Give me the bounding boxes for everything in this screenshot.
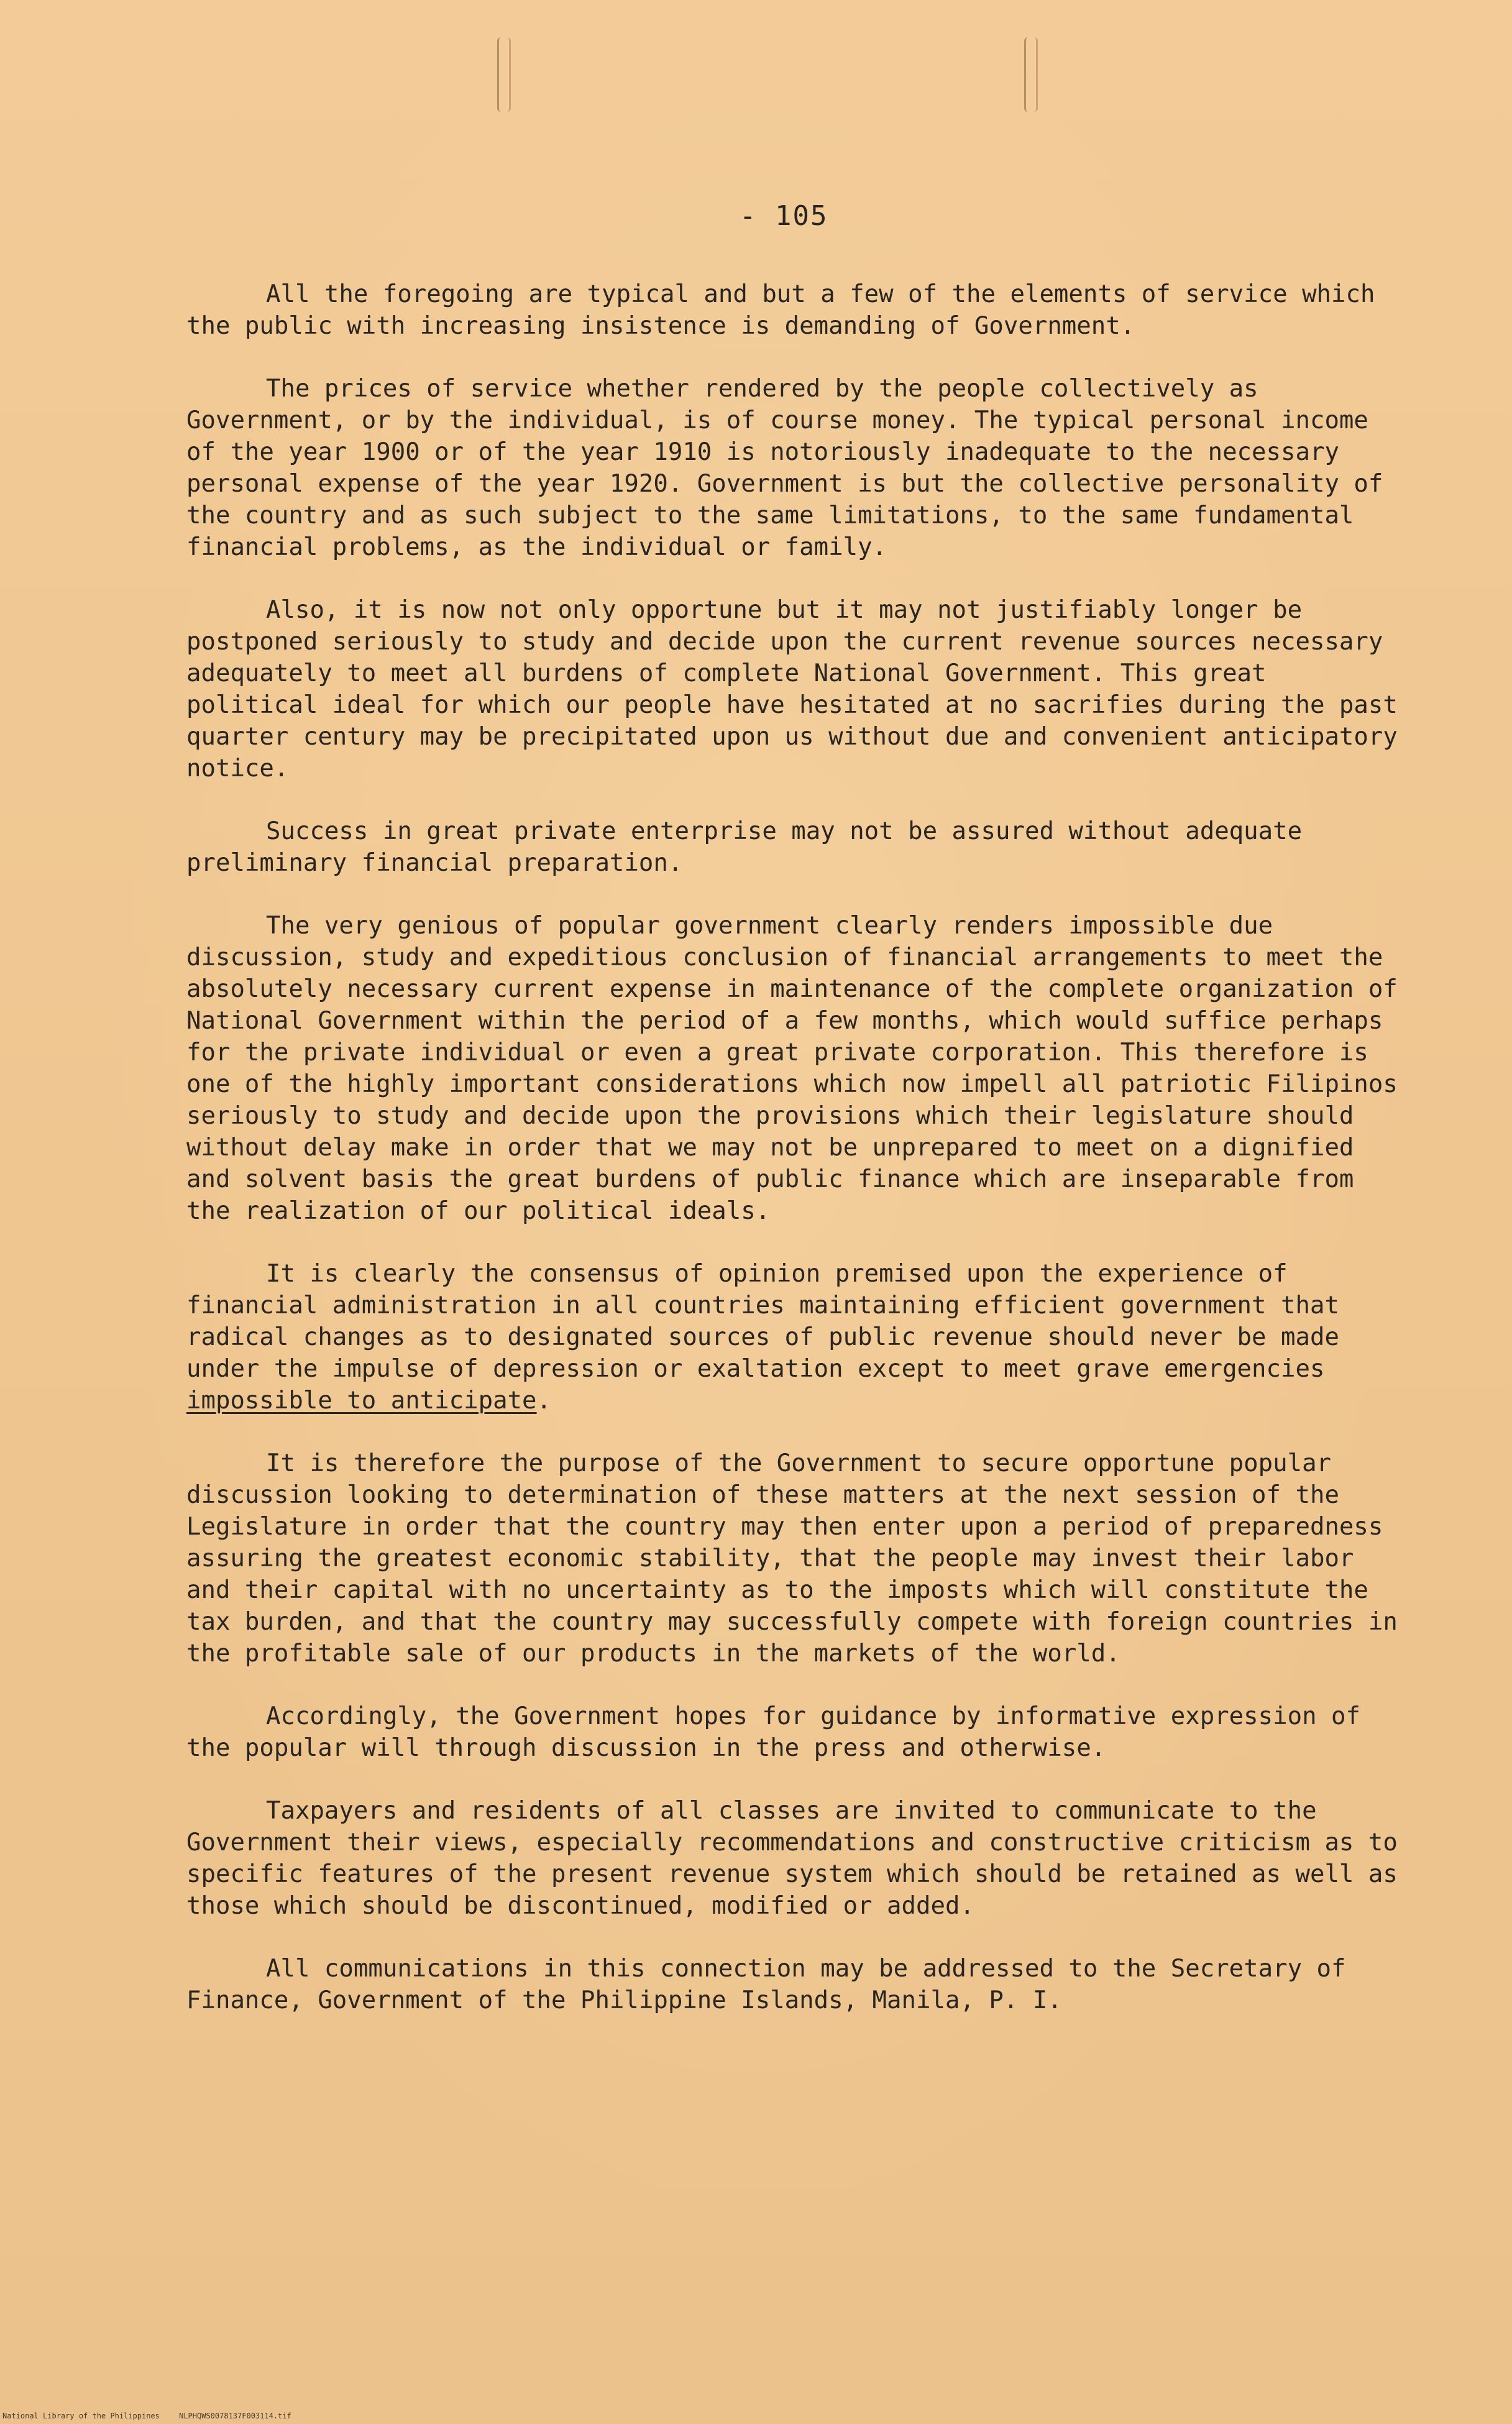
staple-mark-right [1024,37,1038,112]
paragraph-8: Accordingly, the Government hopes for guidance by informative expression of the popular will through discussion in the press and otherwise. [186,1702,1360,1762]
page-number: - 105 [740,200,828,232]
underlined-phrase: impossible to anticipate [186,1387,537,1415]
paragraph-9: Taxpayers and residents of all classes are invited to communicate to the Government their views, especially recommendations and constructive criticism as to specific features of the present revenue system which should be retained as well as those which should be discontinued, modified or added. [186,1797,1398,1920]
paragraph-7: It is therefore the purpose of the Government to secure opportune popular discussion looking to determination of these matters at the next session of the Legislature in order that the country may then enter upon a period of preparedness assuring the greatest economic stability, that the people may invest their labor and their capital with no uncertainty as to the imposts which will constitute the tax burden, and that the country may successfully compete with foreign countries in the profitable sale of our products in the markets of the world. [186,1449,1398,1668]
paragraph-1: All the foregoing are typical and but a few of the elements of service which the public with increasing insistence is demanding of Government. [186,280,1375,340]
library-name: National Library of the Philippines [2,2412,160,2420]
file-id: NLPHQWS0078137F003114.tif [179,2412,291,2420]
paragraph-5: The very genious of popular government clearly renders impossible due discussion, study and expeditious conclusion of financial arrangements to meet the absolutely necessary current expense in maintenance of the complete organization of National Government within the period of a few months, which would suffice perhaps for the private individual or even a great private corporation. This therefore is one of the highly important considerations which now impell all patriotic Filipinos seriously to study and decide upon the provisions which their legislature should without delay make in order that we may not be unprepared to meet on a dignified and solvent basis the great burdens of public finance which are inseparable from the realization of our political ideals. [186,912,1398,1225]
staple-mark-left [497,37,511,112]
paragraph-2: The prices of service whether rendered by the people collectively as Government, or by the individual, is of course money. The typical personal income of the year 1900 or of the year 1910 is notoriously inadequate to the necessary personal expense of the year 1920. Government is but the collective personality of the country and as such subject to the same limitations, to the same fundamental financial problems, as the individual or family. [186,375,1383,561]
paragraph-6-end: . [536,1387,552,1415]
paragraph-6 [186,1258,1398,1416]
paragraph-3: Also, it is now not only opportune but it may not justifiably longer be postponed seriously to study and decide upon the current revenue sources necessary adequately to meet all burdens of complete National Government. This great political ideal for which our people have hesitated at no sacrifies during the past quarter century may be precipitated upon us without due and convenient anticipatory notice. [186,596,1398,783]
document-body [186,278,1398,2047]
paragraph-10: All communications in this connection may be addressed to the Secretary of Finance, Government of the Philippine Islands, Manila, P. I. [186,1955,1346,2014]
archive-footer [2,2412,306,2420]
paragraph-6-text: It is clearly the consensus of opinion premised upon the experience of financial administration in all countries maintaining efficient government that radical changes as to designated sources of public revenue should never be made under the impulse of depression or exaltation except to meet grave emergencies [186,1260,1339,1383]
paragraph-4: Success in great private enterprise may not be assured without adequate preliminary financial preparation. [186,817,1303,877]
